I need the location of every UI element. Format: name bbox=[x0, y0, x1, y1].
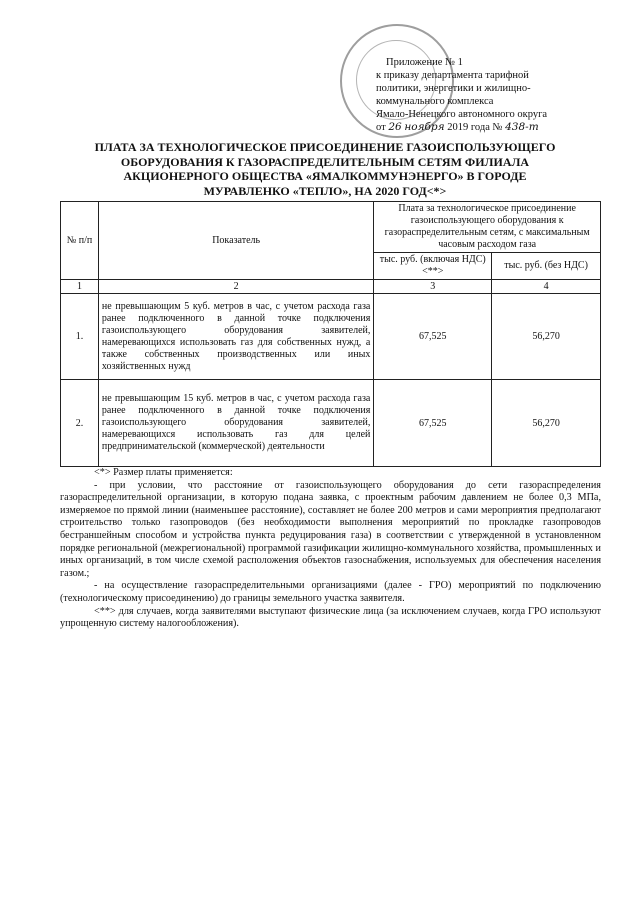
date-month-handwritten: ноября bbox=[404, 121, 445, 133]
col-number: 4 bbox=[492, 280, 601, 294]
table-column-numbers-row bbox=[61, 280, 601, 294]
annex-date-line bbox=[376, 121, 596, 134]
date-prefix: от bbox=[376, 122, 386, 133]
col-number: 2 bbox=[98, 280, 373, 294]
fee-table bbox=[60, 201, 601, 467]
row-with-vat: 67,525 bbox=[374, 380, 492, 467]
annex-line-4: коммунального комплекса bbox=[376, 96, 494, 107]
col-number: 1 bbox=[61, 280, 99, 294]
annex-line-2: к приказу департамента тарифной bbox=[376, 70, 529, 81]
header-with-vat: тыс. руб. (включая НДС) <**> bbox=[374, 253, 492, 280]
header-num: № п/п bbox=[61, 202, 99, 280]
footnote-condition-1: - при условии, что расстояние от газоиспользующего оборудования до сети газораспределения газораспределительной организации, в которую подана заявка, с проектным рабочим давлением не более 0,3 МПа, измеряемое по прямой линии (наименьшее расстояние), составляет не более 200 метров и сами мероприятия предполагают строительство только газопроводов (без необходимости выполнения мероприятий по прокладке газопроводов бестраншейным способом и устройства пункта редуцирования газа) в соответствии с утвержденной в установленном порядке региональной (межрегиональной) программой газификации жилищно-коммунального хозяйства, промышленных и иных организаций, в том числе схемой расположения объектов газоснабжения, используемых для обеспечения населения газом.; bbox=[60, 479, 601, 579]
annex-line-1: Приложение № 1 bbox=[386, 57, 463, 68]
date-year: 2019 года № bbox=[447, 122, 503, 133]
row-desc: не превышающим 15 куб. метров в час, с учетом расхода газа ранее подключенного в данной точке подключения газоиспользующего оборудования заявителей, намеревающихся использовать газ для целей предпринимательской (коммерческой) деятельности bbox=[98, 380, 373, 467]
header-fee: Плата за технологическое присоединение газоиспользующего оборудования к газораспределительным сетям, с максимальным часовым расходом газа bbox=[374, 202, 601, 253]
table-row bbox=[61, 294, 601, 380]
row-desc: не превышающим 5 куб. метров в час, с учетом расхода газа ранее подключенного в данной точке подключения газоиспользующего оборудования заявителей, намеревающихся использовать газ для собственных нужд, а также собственных производственных или иных хозяйственных нужд bbox=[98, 294, 373, 380]
row-num: 1. bbox=[61, 294, 99, 380]
row-num: 2. bbox=[61, 380, 99, 467]
header-without-vat: тыс. руб. (без НДС) bbox=[492, 253, 601, 280]
footnote-star: <*> Размер платы применяется: bbox=[94, 467, 233, 478]
footnote-condition-2: - на осуществление газораспределительными организациями (далее - ГРО) мероприятий по подключению (технологическому присоединению) до границы земельного участка заявителя. bbox=[60, 580, 601, 604]
table-row bbox=[61, 380, 601, 467]
footnote-double-star: <**> для случаев, когда заявителями выступают физические лица (за исключением случаев, когда ГРО используют упрощенную систему налогообложения). bbox=[60, 605, 601, 630]
row-without-vat: 56,270 bbox=[492, 380, 601, 467]
table-header-row bbox=[61, 202, 601, 253]
annex-line-3: политики, энергетики и жилищно- bbox=[376, 83, 531, 94]
row-without-vat: 56,270 bbox=[492, 294, 601, 380]
header-indicator: Показатель bbox=[98, 202, 373, 280]
order-number-handwritten: 438-т bbox=[505, 121, 539, 133]
row-with-vat: 67,525 bbox=[374, 294, 492, 380]
document-title: ПЛАТА ЗА ТЕХНОЛОГИЧЕСКОЕ ПРИСОЕДИНЕНИЕ ГАЗОИСПОЛЬЗУЮЩЕГО ОБОРУДОВАНИЯ К ГАЗОРАСПРЕДЕЛИТЕЛЬНЫМ СЕТЯМ ФИЛИАЛА АКЦИОНЕРНОГО ОБЩЕСТВА «ЯМАЛКОММУНЭНЕРГО» В ГОРОДЕ МУРАВЛЕНКО «ТЕПЛО», НА 2020 ГОД<*> bbox=[94, 140, 556, 198]
footnotes bbox=[60, 467, 601, 631]
date-day-handwritten: 26 bbox=[388, 121, 402, 133]
annex-header bbox=[376, 56, 596, 134]
col-number: 3 bbox=[374, 280, 492, 294]
annex-line-5: Ямало-Ненецкого автономного округа bbox=[376, 109, 548, 120]
